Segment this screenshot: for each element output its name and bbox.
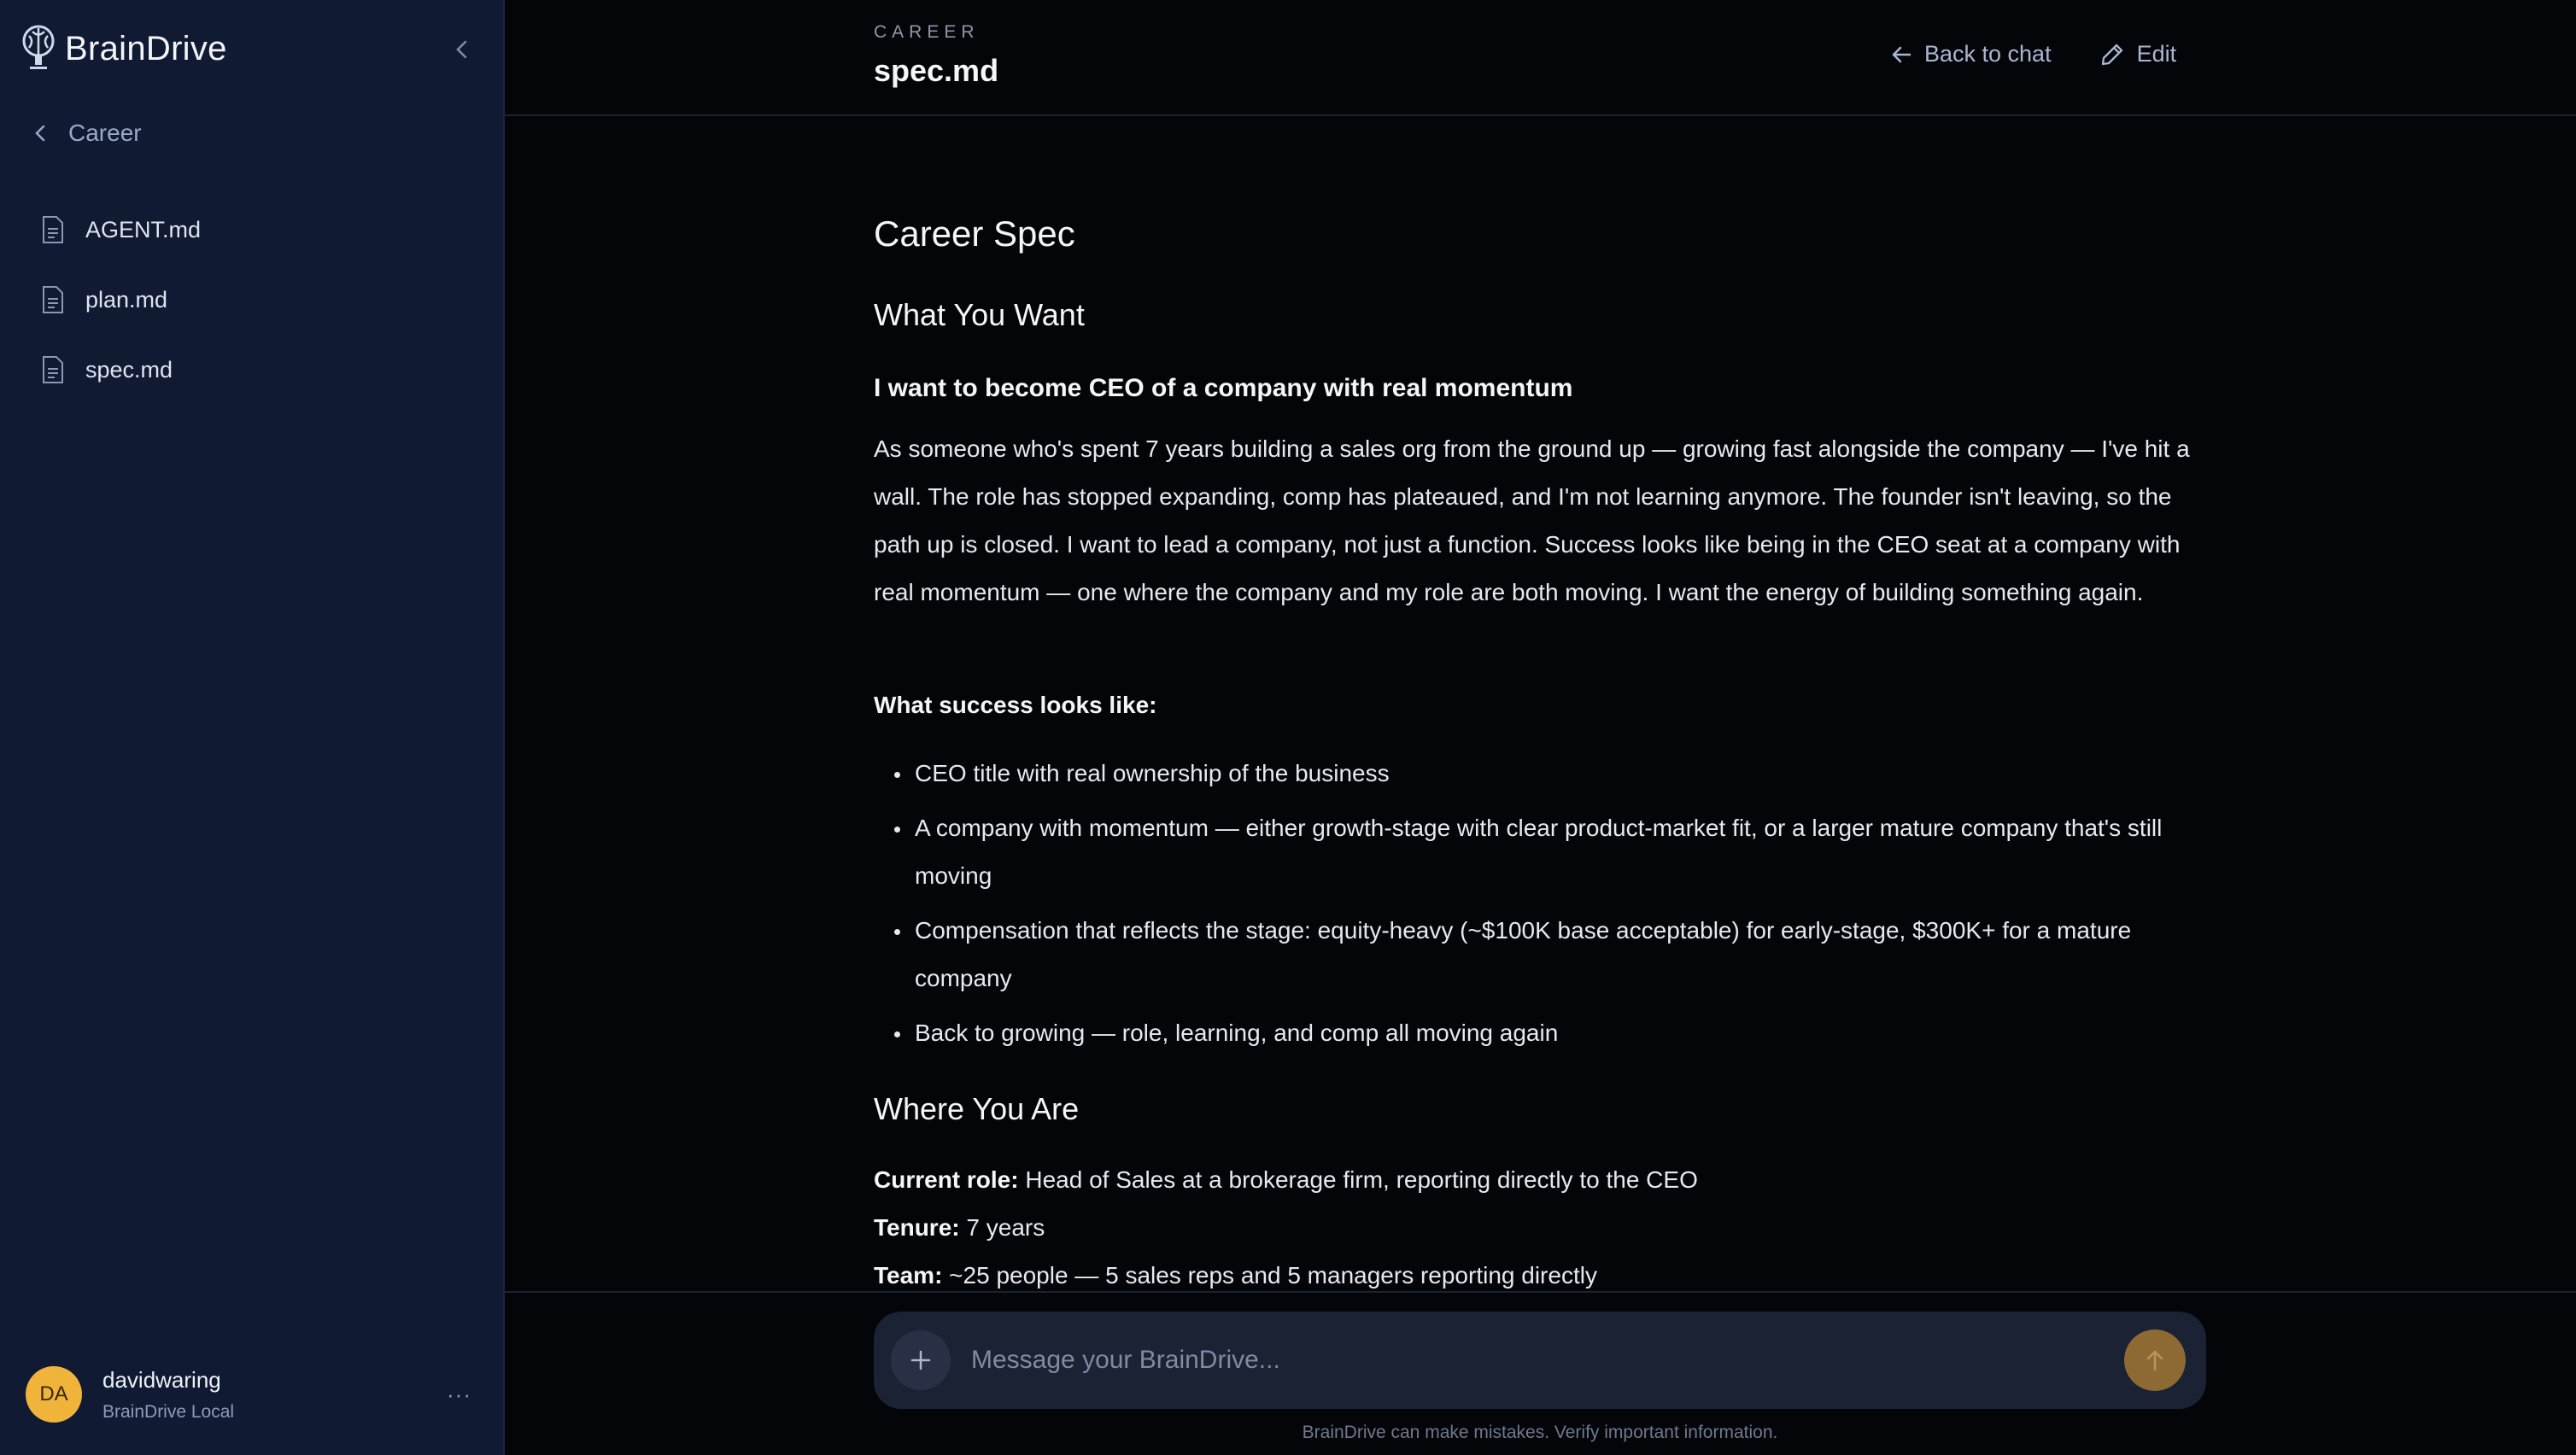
message-composer	[874, 1312, 2206, 1409]
file-icon	[41, 285, 65, 314]
breadcrumb-back[interactable]	[34, 120, 142, 147]
main-area	[505, 0, 2576, 1455]
fact-team	[874, 1252, 1698, 1291]
arrow-up-icon	[2145, 1348, 2165, 1372]
user-text	[102, 1367, 234, 1423]
brand-name: BrainDrive	[65, 29, 227, 67]
file-icon	[41, 355, 65, 384]
brain-logo-icon	[20, 24, 56, 73]
fact-label: Tenure:	[874, 1214, 960, 1241]
file-item-plan[interactable]	[41, 265, 201, 335]
back-to-chat-button[interactable]	[1890, 41, 2052, 67]
attach-button[interactable]	[891, 1330, 951, 1390]
plus-icon	[910, 1349, 932, 1371]
edit-button[interactable]	[2099, 41, 2177, 67]
message-input[interactable]	[971, 1346, 2124, 1375]
user-profile[interactable]	[26, 1366, 478, 1423]
facts-list	[874, 1156, 1698, 1291]
section-heading-where-you-are: Where You Are	[874, 1091, 1080, 1126]
success-label: What success looks like:	[874, 692, 1157, 718]
fact-tenure	[874, 1204, 1698, 1252]
user-name: davidwaring	[102, 1366, 221, 1393]
file-icon	[41, 215, 65, 244]
chevron-left-icon	[454, 39, 468, 60]
goal-paragraph: As someone who's spent 7 years building a sales org from the ground up — growing fast alongside the company — I've hit a wall. The role has stopped expanding, comp has plateaued, and I'm not learning anymore. The founder isn't leaving, so the path up is closed. I want to lead a company, not just a function. Success looks like being in the CEO seat at a company with real momentum — one where the company and my role are both moving. I want the energy of building something again.	[874, 435, 2190, 605]
section-heading-what-you-want: What You Want	[874, 297, 1085, 332]
file-item-agent[interactable]	[41, 195, 201, 265]
file-item-spec[interactable]	[41, 335, 201, 405]
fact-value: ~25 people — 5 sales reps and 5 managers reporting directly	[942, 1262, 1597, 1288]
list-item: A company with momentum — either growth-stage with clear product-market fit, or a larger mature company that's still moving	[874, 804, 2215, 900]
avatar: DA	[26, 1366, 82, 1423]
arrow-left-icon	[1890, 44, 1912, 65]
fact-label: Team:	[874, 1262, 943, 1288]
composer-divider	[505, 1291, 2576, 1293]
back-to-chat-label: Back to chat	[1924, 41, 2052, 67]
send-button[interactable]	[2124, 1329, 2186, 1391]
brand[interactable]	[20, 24, 227, 73]
header-actions	[1890, 41, 2176, 67]
doc-header	[505, 0, 2576, 116]
fact-current-role	[874, 1156, 1698, 1204]
chevron-left-icon	[34, 124, 46, 143]
edit-label: Edit	[2136, 41, 2177, 67]
file-list	[41, 195, 201, 405]
fact-value: 7 years	[959, 1214, 1045, 1241]
more-options-icon[interactable]: ···	[447, 1381, 471, 1407]
list-item: Compensation that reflects the stage: equity-heavy (~$100K base acceptable) for early-stage, $300K+ for a mature company	[874, 907, 2215, 1002]
sidebar	[0, 0, 505, 1455]
disclaimer: BrainDrive can make mistakes. Verify important information.	[1302, 1423, 1778, 1442]
breadcrumb-label: Career	[68, 120, 142, 146]
doc-heading: Career Spec	[874, 213, 1075, 254]
file-name: plan.md	[85, 286, 168, 313]
list-item: CEO title with real ownership of the business	[874, 750, 2215, 798]
fact-label: Current role:	[874, 1166, 1019, 1193]
fact-value: Head of Sales at a brokerage firm, reporting directly to the CEO	[1018, 1166, 1698, 1193]
doc-kicker: CAREER	[874, 22, 980, 42]
success-list	[874, 750, 2215, 1064]
pencil-icon	[2099, 42, 2125, 67]
file-name: AGENT.md	[85, 216, 202, 242]
user-subtitle: BrainDrive Local	[102, 1401, 235, 1422]
document-content	[874, 116, 2215, 1291]
collapse-sidebar-button[interactable]	[446, 34, 477, 65]
doc-title: spec.md	[874, 53, 999, 88]
file-name: spec.md	[85, 356, 173, 383]
list-item: Back to growing — role, learning, and comp all moving again	[874, 1009, 2215, 1057]
goal-heading: I want to become CEO of a company with real momentum	[874, 374, 1573, 402]
